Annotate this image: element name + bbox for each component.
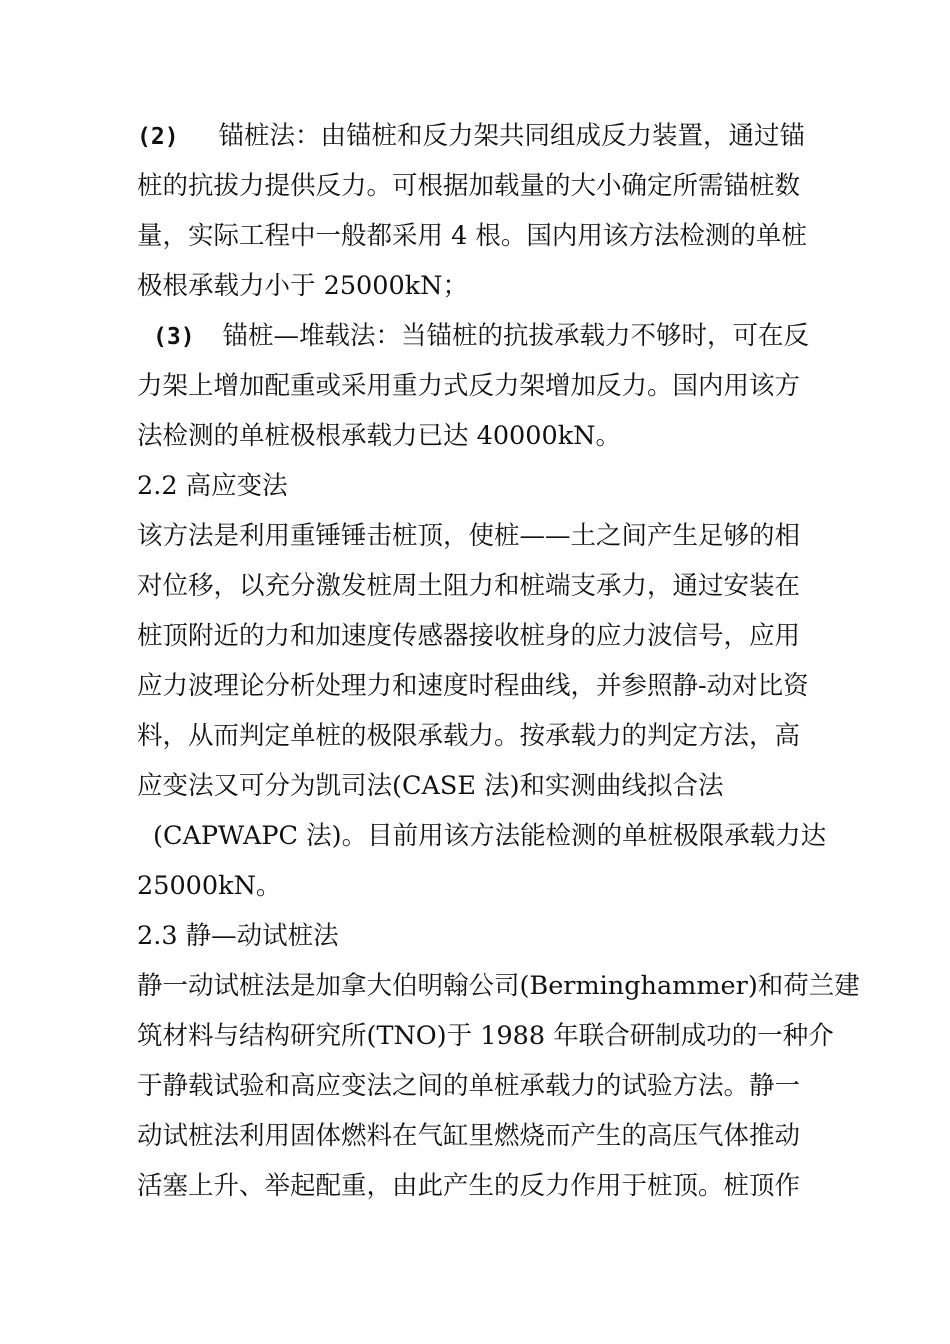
paragraph-high-strain-line-1: 该方法是利用重锤锤击桩顶，使桩——土之间产生足够的相 [137, 521, 801, 551]
line-text: 锚桩法：由锚桩和反力架共同组成反力装置，通过锚 [218, 121, 806, 151]
paragraph-anchor-load-line-1 [137, 311, 827, 361]
paragraph-statnamic-line-2: 筑材料与结构研究所(TNO)于 1988 年联合研制成功的一种介 [137, 1021, 834, 1051]
paragraph-statnamic-line-5: 活塞上升、举起配重，由此产生的反力作用于桩顶。桩顶作 [137, 1171, 801, 1201]
paragraph-high-strain-line-5: 料，从而判定单桩的极限承载力。按承载力的判定方法，高 [137, 721, 801, 751]
section-heading-2-2: 2.2 高应变法 [137, 471, 288, 501]
paragraph-high-strain-line-4: 应力波理论分析处理力和速度时程曲线，并参照静-动对比资 [137, 671, 809, 701]
paragraph-statnamic-line-1: 静一动试桩法是加拿大伯明翰公司(Berminghammer)和荷兰建 [137, 971, 860, 1001]
paragraph-anchor-load-line-2: 力架上增加配重或采用重力式反力架增加反力。国内用该方 [137, 371, 801, 401]
paragraph-high-strain-line-7 [137, 811, 827, 861]
line-text: 锚桩—堆载法：当锚桩的抗拔承载力不够时，可在反 [222, 321, 810, 351]
paragraph-high-strain-line-6: 应变法又可分为凯司法(CASE 法)和实测曲线拟合法 [137, 771, 724, 801]
paragraph-high-strain-line-8: 25000kN。 [137, 871, 282, 901]
paragraph-anchor-load-line-3: 法检测的单桩极根承载力已达 40000kN。 [137, 421, 621, 451]
paragraph-high-strain-line-2: 对位移，以充分激发桩周土阻力和桩端支承力，通过安装在 [137, 571, 801, 601]
paragraph-high-strain-line-3: 桩顶附近的力和加速度传感器接收桩身的应力波信号，应用 [137, 621, 801, 651]
paragraph-statnamic-line-3: 于静载试验和高应变法之间的单桩承载力的试验方法。静一 [137, 1071, 801, 1101]
paragraph-anchor-pile-line-3: 量，实际工程中一般都采用 4 根。国内用该方法检测的单桩 [137, 221, 807, 251]
paragraph-anchor-pile-line-4: 极根承载力小于 25000kN； [137, 271, 468, 301]
item-number: (3) [153, 324, 195, 350]
line-text: (CAPWAPC 法)。目前用该方法能检测的单桩极限承载力达 [153, 821, 827, 851]
section-heading-2-3: 2.3 静—动试桩法 [137, 921, 339, 951]
item-number: (2) [137, 124, 179, 150]
body-text [137, 111, 860, 1211]
paragraph-statnamic-line-4: 动试桩法利用固体燃料在气缸里燃烧而产生的高压气体推动 [137, 1121, 801, 1151]
paragraph-anchor-pile-line-2: 桩的抗拔力提供反力。可根据加载量的大小确定所需锚桩数 [137, 171, 801, 201]
paragraph-anchor-pile-line-1 [137, 111, 827, 161]
